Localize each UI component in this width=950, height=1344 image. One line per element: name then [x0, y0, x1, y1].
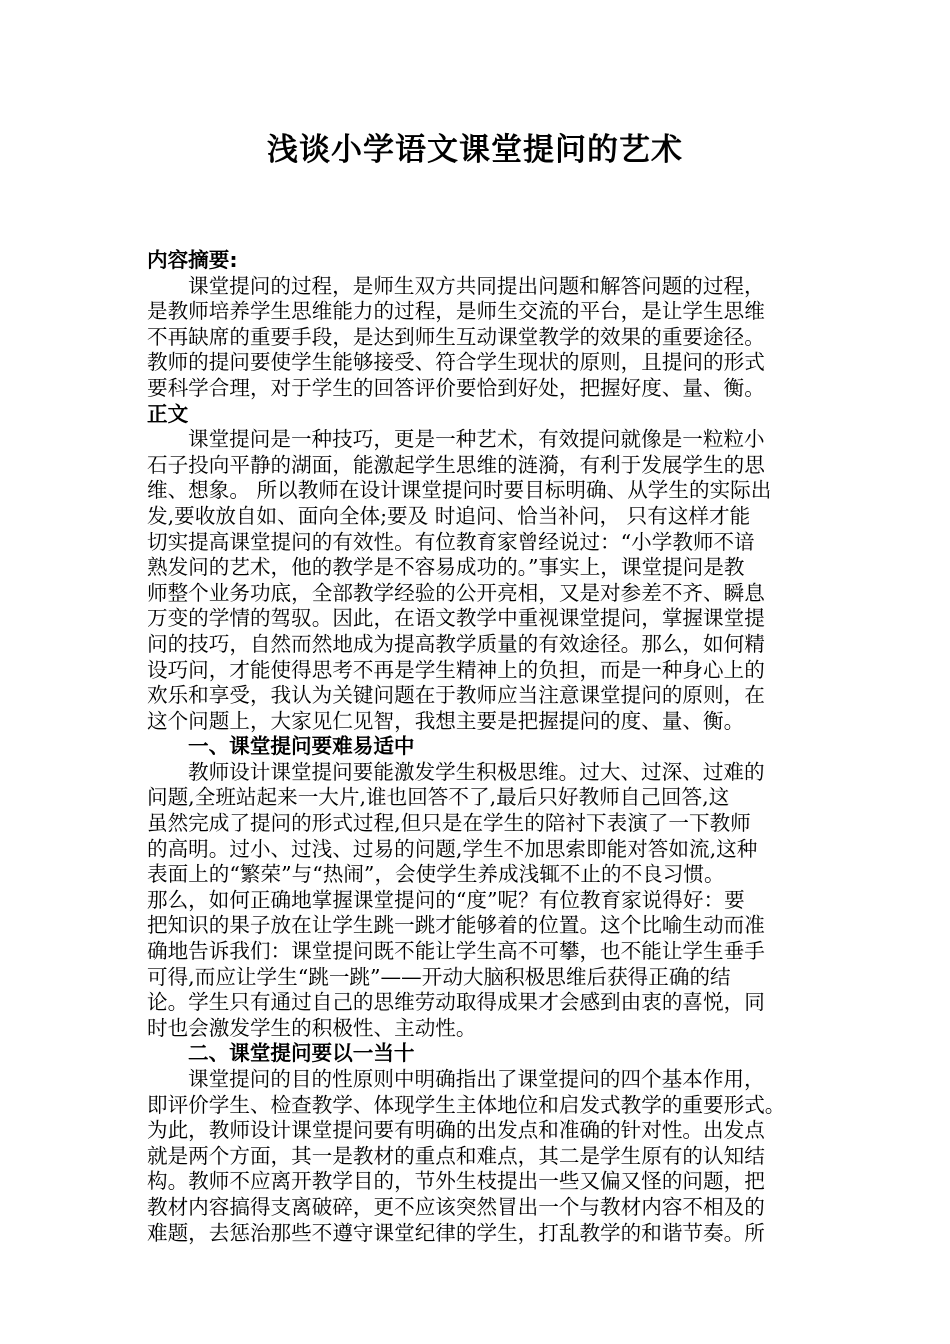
text-line: 论。学生只有通过自己的思维劳动取得成果才会感到由衷的喜悦，同	[147, 990, 765, 1015]
text-line: 难题，去惩治那些不遵守课堂纪律的学生，打乱教学的和谐节奏。所	[147, 1220, 765, 1245]
text-line: 就是两个方面，其一是教材的重点和难点，其二是学生原有的认知结	[147, 1143, 765, 1168]
text-line: 不再缺席的重要手段，是达到师生互动课堂教学的效果的重要途径。	[147, 324, 765, 349]
text-line: 教师的提问要使学生能够接受、符合学生现状的原则，且提问的形式	[147, 350, 765, 375]
text-line: 课堂提问的目的性原则中明确指出了课堂提问的四个基本作用，	[188, 1067, 765, 1091]
text-line: 要科学合理，对于学生的回答评价要恰到好处，把握好度、量、衡。	[147, 375, 765, 400]
document-title: 浅谈小学语文课堂提问的艺术	[267, 132, 683, 168]
section-heading: 内容摘要:	[147, 248, 238, 272]
text-line: 虽然完成了提问的形式过程,但只是在学生的陪衬下表演了一下教师	[147, 811, 751, 836]
text-line: 课堂提问是一种技巧，更是一种艺术，有效提问就像是一粒粒小	[188, 427, 765, 452]
text-line: 为此，教师设计课堂提问要有明确的出发点和准确的针对性。出发点	[147, 1118, 765, 1143]
section-heading: 正文	[147, 401, 189, 426]
text-line: 表面上的“繁荣”与“热闹”，会使学生养成浅辄不止的不良习惯。	[147, 862, 725, 887]
text-line: 的高明。过小、过浅、过易的问题,学生不加思索即能对答如流,这种	[147, 836, 758, 861]
text-line: 欢乐和享受，我认为关键问题在于教师应当注意课堂提问的原则，在	[147, 683, 765, 708]
text-line: 熟发问的艺术，他的教学是不容易成功的。”事实上，课堂提问是教	[147, 555, 745, 580]
section-heading: 一、课堂提问要难易适中	[188, 734, 415, 759]
text-line: 维、想象。 所以教师在设计课堂提问时要目标明确、从学生的实际出	[147, 478, 772, 503]
document-body	[147, 248, 807, 1246]
text-line: 切实提高课堂提问的有效性。有位教育家曾经说过：“小学教师不谙	[147, 529, 755, 554]
text-line: 教师设计课堂提问要能激发学生积极思维。过大、过深、过难的	[188, 759, 765, 784]
text-line: 问题,全班站起来一大片,谁也回答不了,最后只好教师自己回答,这	[147, 785, 730, 810]
text-line: 时也会激发学生的积极性、主动性。	[147, 1015, 477, 1040]
text-line: 构。教师不应离开教学目的，节外生枝提出一些又偏又怪的问题，把	[147, 1169, 765, 1194]
text-line: 课堂提问的过程，是师生双方共同提出问题和解答问题的过程，	[188, 273, 765, 298]
section-heading: 二、课堂提问要以一当十	[188, 1041, 415, 1066]
text-line: 问的技巧，自然而然地成为提高教学质量的有效途径。那么，如何精	[147, 631, 765, 656]
text-line: 教材内容搞得支离破碎，更不应该突然冒出一个与教材内容不相及的	[147, 1194, 765, 1219]
text-line: 设巧问，才能使得思考不再是学生精神上的负担，而是一种身心上的	[147, 657, 765, 682]
text-line: 那么，如何正确地掌握课堂提问的“度”呢？有位教育家说得好：要	[147, 887, 745, 912]
text-line: 即评价学生、检查教学、体现学生主体地位和启发式教学的重要形式。	[147, 1092, 786, 1117]
text-line: 可得,而应让学生“跳一跳”——开动大脑积极思维后获得正确的结	[147, 964, 731, 989]
text-line: 万变的学情的驾驭。因此，在语文教学中重视课堂提问，掌握课堂提	[147, 606, 765, 631]
text-line: 把知识的果子放在让学生跳一跳才能够着的位置。这个比喻生动而准	[147, 913, 765, 938]
text-line: 这个问题上，大家见仁见智，我想主要是把握提问的度、量、衡。	[147, 708, 745, 733]
text-line: 石子投向平静的湖面，能激起学生思维的涟漪，有利于发展学生的思	[147, 452, 765, 477]
text-line: 发,要收放自如、面向全体;要及 时追问、恰当补问， 只有这样才能	[147, 503, 751, 528]
text-line: 师整个业务功底，全部教学经验的公开亮相，又是对参差不齐、瞬息	[147, 580, 765, 605]
text-line: 确地告诉我们：课堂提问既不能让学生高不可攀，也不能让学生垂手	[147, 939, 765, 964]
text-line: 是教师培养学生思维能力的过程，是师生交流的平台，是让学生思维	[147, 299, 765, 324]
